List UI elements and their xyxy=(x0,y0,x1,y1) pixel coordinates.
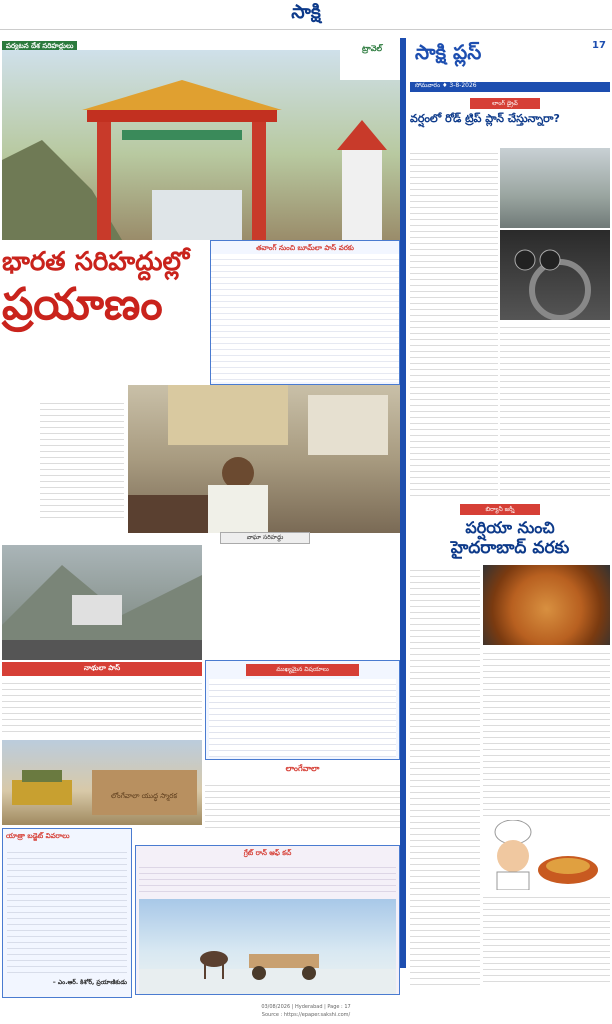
sidebar-headline-1: వర్షంలో రోడ్ ట్రిప్ ప్లాన్ చేస్తున్నారా? xyxy=(410,112,560,125)
footer-source: Source : https://epaper.sakshi.com/ xyxy=(261,1012,351,1018)
chef-illustration-wrap xyxy=(483,820,610,890)
important-title: ముఖ్యమైన విషయాలు xyxy=(246,664,359,676)
intro-text xyxy=(40,398,124,518)
longewala-title: లాంగేవాలా xyxy=(285,764,320,773)
headline-line2: ప్రయాణం xyxy=(2,279,163,330)
headline-block xyxy=(2,245,202,395)
budget-title: యాత్రా బడ్జెట్ వివరాలు xyxy=(6,832,70,840)
sidebar-headline-2a: పర్షియా నుంచి xyxy=(465,518,555,537)
rann-title: గ్రేట్ రాన్ ఆఫ్ కచ్ xyxy=(243,849,292,857)
budget-box xyxy=(2,828,132,998)
camel-illustration xyxy=(139,899,396,994)
steering-illustration xyxy=(500,230,610,320)
tawang-text xyxy=(211,254,399,382)
wagah-caption: వాఘా సరిహద్దు xyxy=(220,532,310,544)
dashboard-photo xyxy=(500,230,610,320)
masthead-title: సాక్షి xyxy=(291,1,321,23)
brand-header xyxy=(340,38,610,80)
rann-text xyxy=(139,862,396,896)
headline-line1: భారత సరిహద్దుల్లో xyxy=(2,247,190,277)
tawang-title: తవాంగ్ నుంచి బూమ్‌లా పాస్ వరకు xyxy=(256,244,354,252)
tank-illustration xyxy=(2,740,202,825)
memorial-label: లోంగేవాలా యుద్ధ స్మారక xyxy=(110,792,178,800)
footer-date: 03/08/2026 | Hyderabad | Page : 17 xyxy=(261,1004,351,1010)
masthead xyxy=(0,0,612,30)
chef-icon xyxy=(483,820,610,890)
longewala-text xyxy=(205,780,400,830)
budget-text xyxy=(7,847,127,975)
nathula-photo xyxy=(2,545,202,660)
biryani-text-2 xyxy=(483,648,610,818)
crowd-illustration xyxy=(128,385,400,533)
section-tag: పర్యటన దేశ సరిహద్దులు xyxy=(2,41,77,53)
sidebar-tag-2: బిర్యానీ జర్నీ xyxy=(460,504,540,515)
sidebar-divider xyxy=(400,38,406,968)
rann-box xyxy=(135,845,400,995)
important-box xyxy=(205,660,400,760)
road-trip-text-2 xyxy=(500,322,610,498)
date-line: సోమవారం ♦ 3-8-2026 xyxy=(410,82,610,92)
nathula-text xyxy=(2,678,202,736)
byline: – ఎం.ఆర్. కిశోర్, ప్రయాణికుడు xyxy=(52,979,127,986)
page-number: 17 xyxy=(592,40,606,51)
sidebar-headline-2b: హైదరాబాద్ వరకు xyxy=(450,538,570,558)
sidebar-tag-1: లాంగ్ డ్రైవ్ xyxy=(470,98,540,109)
longewala-photo xyxy=(2,740,202,825)
biryani-text xyxy=(410,565,480,985)
biryani-text-3 xyxy=(483,892,610,987)
wagah-photo xyxy=(128,385,400,533)
tawang-box xyxy=(210,240,400,385)
brand-small: ట్రావెల్ xyxy=(362,44,383,53)
brand-main: సాక్షి ప్లస్ xyxy=(415,40,482,64)
road-photo xyxy=(500,148,610,228)
biryani-photo xyxy=(483,565,610,645)
road-trip-text xyxy=(410,148,498,498)
rann-photo xyxy=(139,899,396,994)
important-text xyxy=(209,679,396,757)
nathula-caption: నాథులా పాస్ xyxy=(2,662,202,676)
mountain-illustration xyxy=(2,545,202,660)
